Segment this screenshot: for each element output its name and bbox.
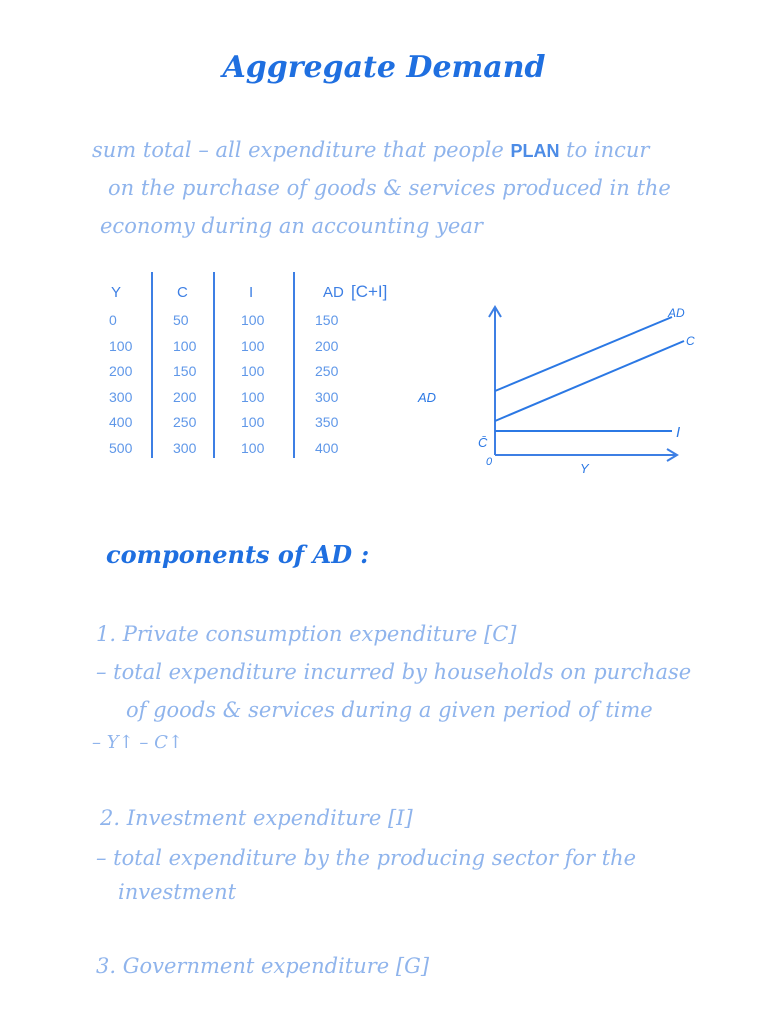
table-cell: 250 — [315, 363, 339, 379]
table-cell: 100 — [241, 439, 265, 456]
definition-line-2: on the purchase of goods & services produced in the — [108, 176, 671, 200]
definition-line-1-pre: sum total – all expenditure that people — [92, 138, 504, 162]
table-cell: 300 — [315, 388, 339, 405]
definition-plan-emphasis: PLAN — [510, 141, 560, 161]
table-cell: 200 — [173, 388, 197, 405]
table-header-ad: AD — [323, 284, 344, 301]
c-line-label: C — [686, 334, 695, 348]
i-line-label: I — [676, 424, 681, 441]
table-cell: 0 — [109, 312, 117, 328]
table-cell: 100 — [173, 337, 197, 354]
table-cell: 50 — [173, 312, 189, 328]
origin-label: 0 — [486, 456, 493, 468]
definition-line-1-post: to incur — [566, 138, 650, 162]
component-1-title: 1. Private consumption expenditure [C] — [96, 622, 517, 646]
definition-line-3: economy during an accounting year — [100, 214, 483, 238]
table-cell: 500 — [109, 439, 133, 456]
ad-schedule-table — [95, 280, 405, 470]
components-heading: components of AD : — [106, 540, 370, 569]
table-header-i: I — [249, 284, 254, 301]
table-cell: 200 — [315, 337, 339, 354]
component-3-title: 3. Government expenditure [G] — [96, 954, 430, 978]
table-cell: 100 — [241, 337, 265, 354]
definition-line-1 — [92, 138, 649, 162]
table-cell: 200 — [109, 363, 133, 379]
component-1-desc-2: of goods & services during a given period of time — [126, 698, 653, 722]
table-cell: 400 — [315, 439, 339, 456]
x-axis-label: Y — [580, 461, 589, 476]
component-2-desc-2: investment — [118, 880, 237, 904]
c-line — [495, 341, 684, 421]
table-header-y: Y — [111, 284, 122, 301]
table-cell: 100 — [109, 337, 133, 354]
table-cell: 350 — [315, 414, 339, 430]
table-divider — [151, 272, 153, 458]
page-title: Aggregate Demand — [222, 50, 546, 85]
table-header-ad-note: [C+I] — [351, 282, 388, 301]
component-2-desc-1: – total expenditure by the producing sector for the — [96, 846, 637, 870]
table-cell: 100 — [241, 312, 265, 328]
table-cell: 400 — [109, 414, 133, 430]
y-axis-label: AD — [418, 390, 437, 405]
ad-graph — [410, 295, 700, 485]
table-cell: 100 — [241, 388, 265, 405]
table-divider — [293, 272, 295, 458]
table-cell: 250 — [173, 414, 197, 430]
table-cell: 150 — [315, 312, 339, 328]
table-cell: 150 — [173, 363, 197, 379]
ad-line — [495, 317, 672, 391]
intercept-label: C̄ — [478, 435, 488, 450]
table-divider — [213, 272, 215, 458]
ad-line-label: AD — [668, 306, 685, 320]
component-1-desc-1: – total expenditure incurred by households on purchase — [96, 660, 692, 684]
table-cell: 100 — [241, 363, 265, 379]
component-2-title: 2. Investment expenditure [I] — [100, 806, 413, 830]
table-cell: 300 — [109, 388, 133, 405]
table-cell: 100 — [241, 414, 265, 430]
component-1-desc-3: – Y↑ – C↑ — [92, 732, 183, 753]
table-header-c: C — [177, 284, 188, 301]
table-cell: 300 — [173, 439, 197, 456]
